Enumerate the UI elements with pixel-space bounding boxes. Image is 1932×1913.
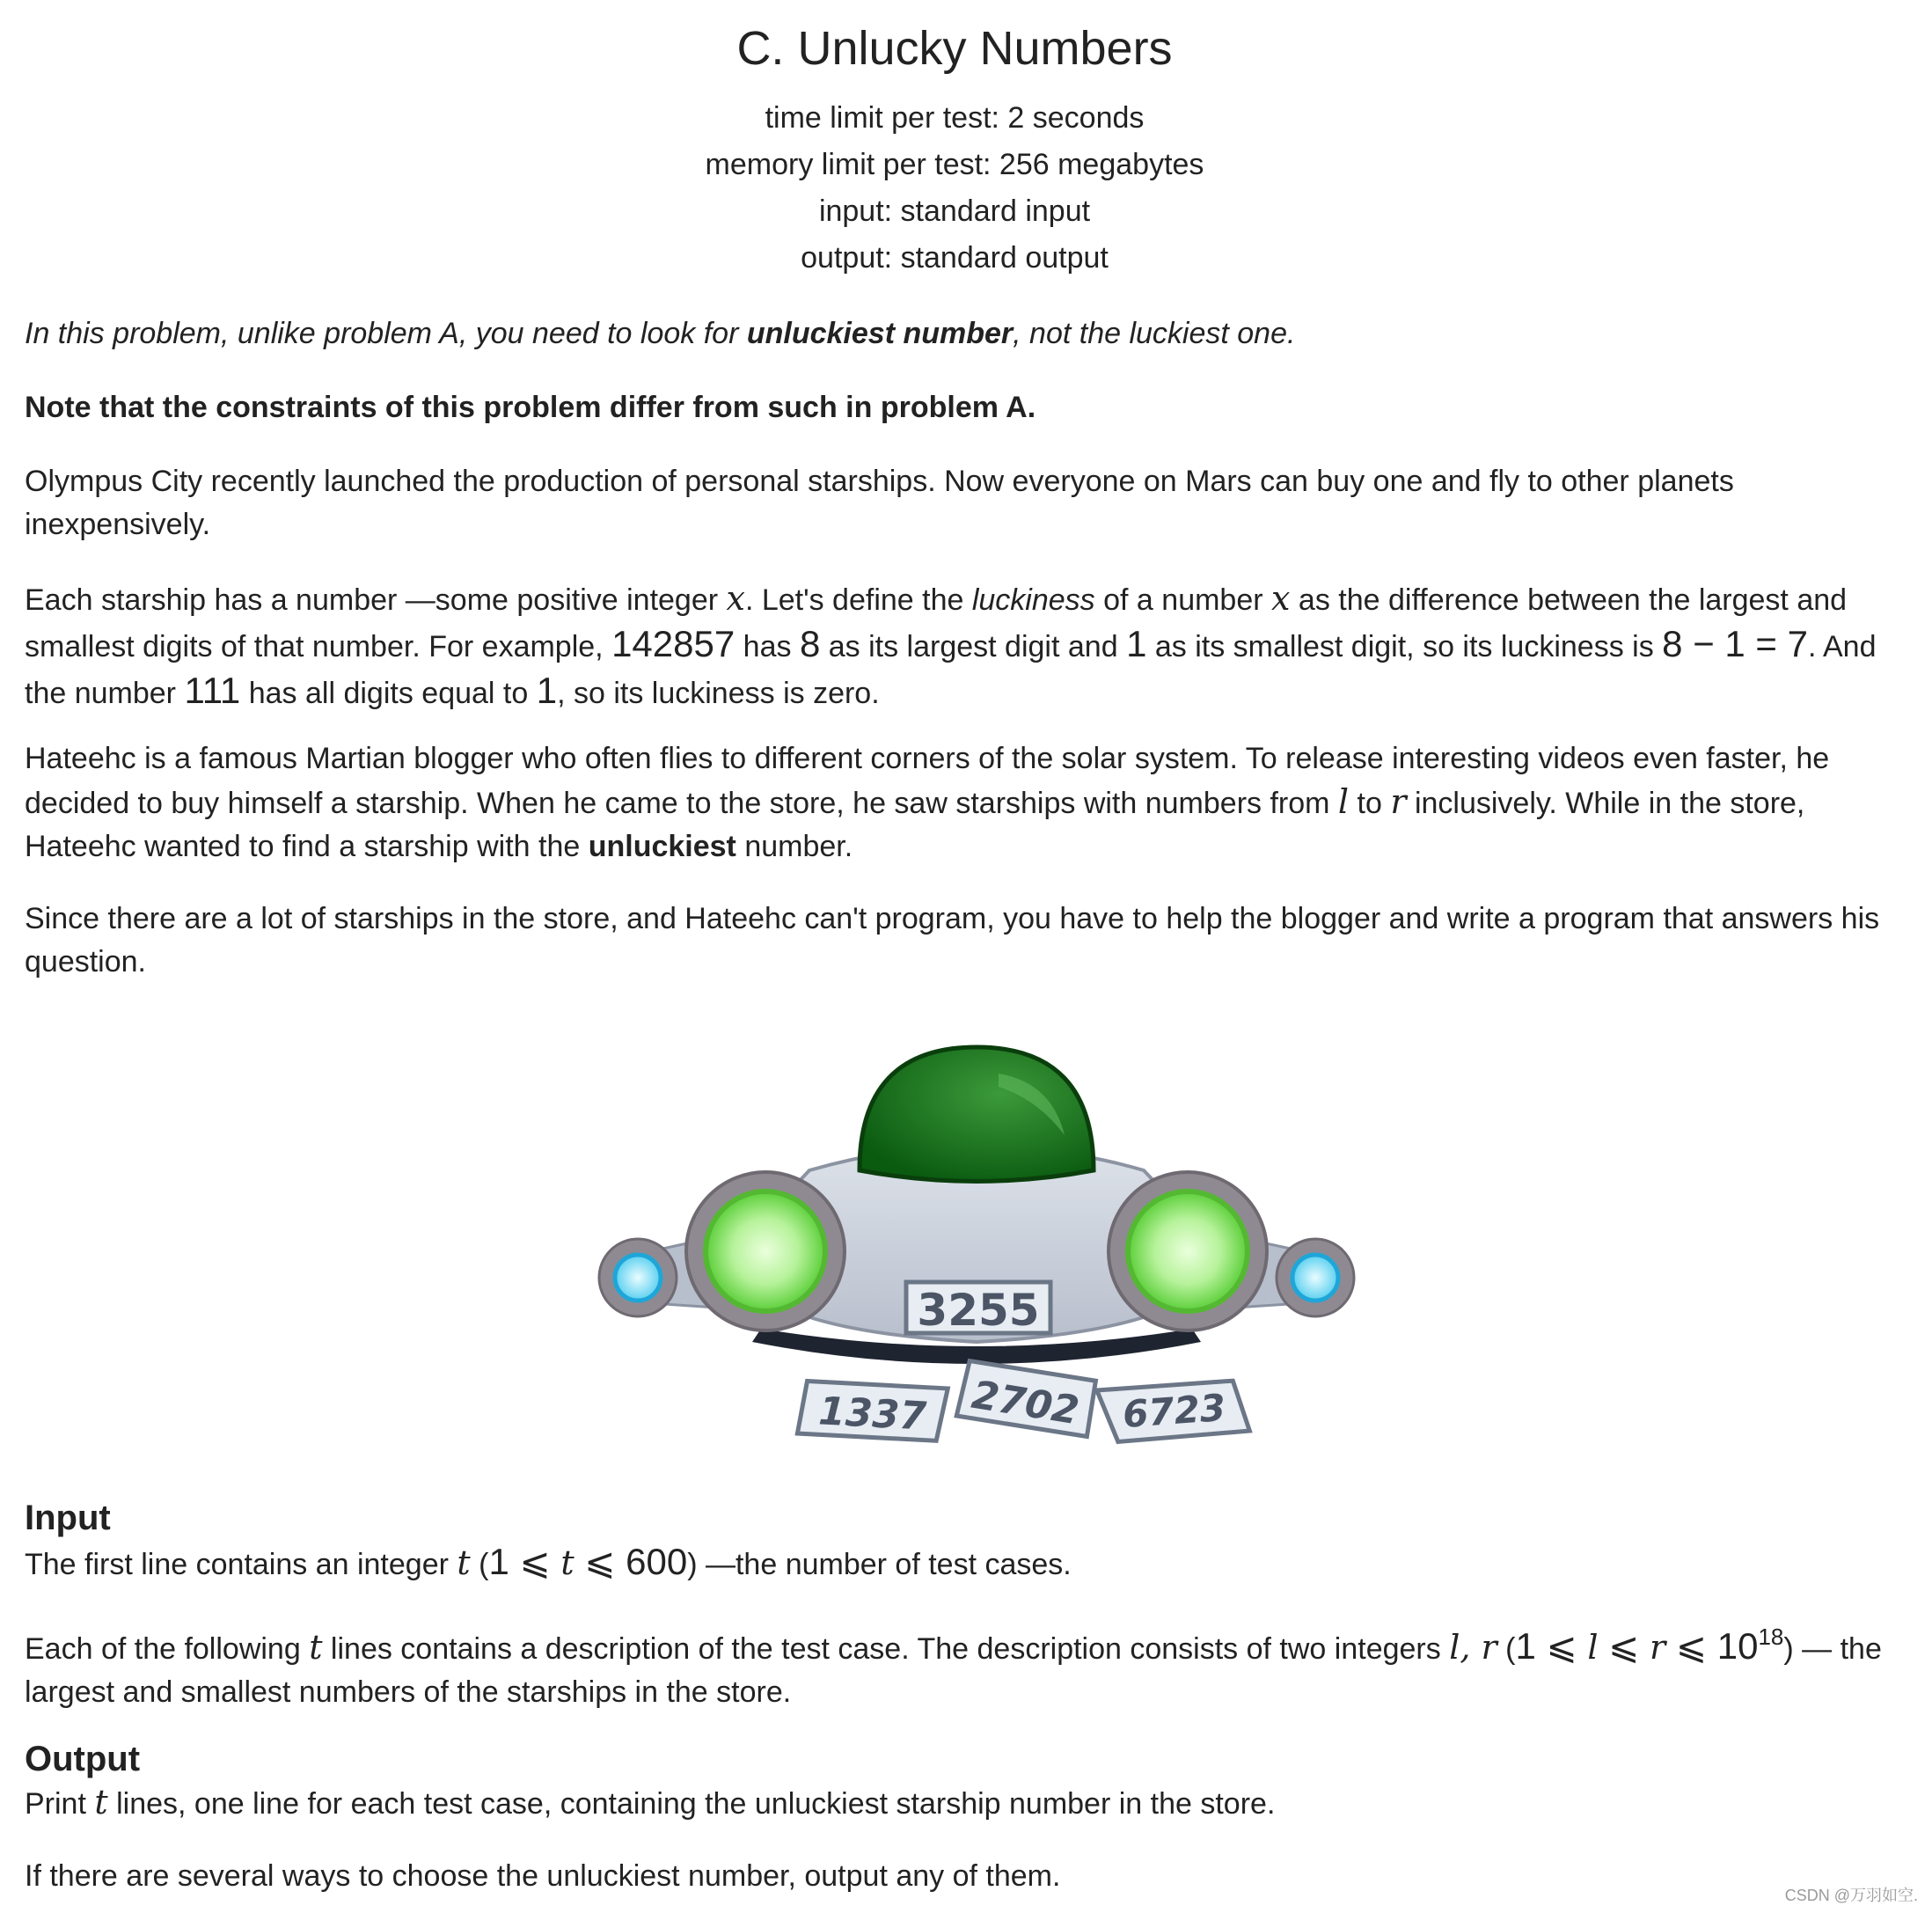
left-engine <box>706 1191 825 1311</box>
plate-middle <box>956 1360 1095 1437</box>
term: luckiness <box>971 583 1095 617</box>
problem-header <box>0 19 1909 282</box>
main-plate-number: 3255 <box>917 1285 1040 1336</box>
text: to <box>1349 787 1391 820</box>
math-vars: l, r <box>1449 1628 1497 1667</box>
text: ) — the largest and smallest numbers of the starships in the store. <box>25 1632 1882 1709</box>
left-light <box>615 1255 661 1301</box>
statement-paragraph-4 <box>25 577 1916 715</box>
emphasis: unluckiest <box>588 830 736 863</box>
math-number: ⩽ <box>1598 1625 1650 1667</box>
text: lines, one line for each test case, containing the unluckiest starship number in the store. <box>107 1787 1276 1821</box>
text: ( <box>1497 1632 1516 1666</box>
plate-middle-number: 2702 <box>968 1372 1082 1434</box>
math-number: 1 <box>536 670 558 711</box>
text: Each starship has a number —some positive integer <box>25 583 727 617</box>
math-var: l <box>1587 1628 1599 1667</box>
text: ) —the number of test cases. <box>687 1548 1072 1581</box>
input-line-2 <box>25 1616 1916 1714</box>
math-number: 1 <box>1126 623 1147 664</box>
text: ( <box>470 1548 489 1581</box>
plate-right <box>1097 1380 1250 1443</box>
statement-paragraph-1 <box>25 312 1916 355</box>
text: Hateehc is a famous Martian blogger who often flies to different corners of the solar system. To release interesting videos even faster, he decided to buy himself a starship. When he came to the store, he saw starships with numbers from <box>25 742 1830 820</box>
plate-left-number: 1337 <box>817 1389 928 1440</box>
text: , not the luckiest one. <box>1013 317 1296 350</box>
text: number. <box>735 830 853 863</box>
math-var: l <box>1337 782 1350 821</box>
math-number: 111 <box>184 670 241 711</box>
starship-illustration <box>585 1038 1368 1461</box>
math-var: x <box>1271 579 1291 618</box>
watermark: CSDN @万羽如空. <box>1784 1887 1918 1904</box>
text: . And the number <box>25 630 1877 710</box>
math-exponent: 18 <box>1758 1623 1784 1650</box>
problem-title: C. Unlucky Numbers <box>736 22 1173 75</box>
statement-paragraph-6: Since there are a lot of starships in the store, and Hateehc can't program, you have to help the blogger and write a program that answers his question. <box>25 902 1880 978</box>
math-var: t <box>560 1543 574 1582</box>
input-line-1 <box>25 1540 1916 1587</box>
input-spec: input: standard input <box>818 194 1091 228</box>
text: lines contains a description of the test case. The description consists of two integers <box>322 1632 1450 1666</box>
text: Each of the following <box>25 1632 310 1666</box>
text: as its smallest digit, so its luckiness is <box>1146 630 1663 663</box>
input-heading: Input <box>25 1499 111 1537</box>
math-number: ⩽ 600 <box>574 1541 688 1582</box>
output-heading: Output <box>25 1740 141 1778</box>
text: of a number <box>1094 583 1272 617</box>
text: has <box>735 630 800 663</box>
math-var: r <box>1650 1628 1666 1667</box>
math-number: 1 ⩽ <box>488 1541 561 1582</box>
text: . Let's define the <box>744 583 972 617</box>
text: has all digits equal to <box>240 677 537 710</box>
math-expression: 8 − 1 = 7 <box>1662 623 1808 664</box>
math-number: 1 ⩽ <box>1515 1625 1588 1667</box>
output-line-2: If there are several ways to choose the unluckiest number, output any of them. <box>25 1859 1061 1893</box>
output-spec: output: standard output <box>801 241 1109 275</box>
math-number: 142857 <box>611 623 735 664</box>
output-line-1 <box>25 1781 1916 1826</box>
math-var: t <box>457 1543 471 1582</box>
emphasis: unluckiest number <box>746 317 1014 350</box>
math-var: r <box>1390 782 1407 821</box>
memory-limit: memory limit per test: 256 megabytes <box>705 148 1204 181</box>
statement-paragraph-5 <box>25 737 1916 869</box>
math-var: t <box>94 1783 108 1821</box>
math-var: x <box>726 579 745 618</box>
right-light <box>1292 1255 1338 1301</box>
text: The first line contains an integer <box>25 1548 457 1581</box>
statement-paragraph-3: Olympus City recently launched the production of personal starships. Now everyone on Mars can buy one and fly to other planets inexpensively. <box>25 465 1734 541</box>
text: In this problem, unlike problem A, you need to look for <box>25 317 747 350</box>
math-number: ⩽ 10 <box>1665 1625 1759 1667</box>
text: as the difference between the largest and smallest digits of that number. For example, <box>25 583 1848 663</box>
text: , so its luckiness is zero. <box>557 677 880 710</box>
math-var: t <box>309 1628 323 1667</box>
constraints-note: Note that the constraints of this problem differ from such in problem A. <box>25 391 1036 424</box>
plate-left <box>797 1381 948 1441</box>
plate-right-number: 6723 <box>1121 1385 1227 1436</box>
time-limit: time limit per test: 2 seconds <box>765 101 1145 135</box>
text: inclusively. While in the store, Hateehc wanted to find a starship with the <box>25 787 1805 863</box>
right-engine <box>1128 1191 1248 1311</box>
text: as its largest digit and <box>820 630 1127 663</box>
dome <box>860 1047 1094 1182</box>
text: Print <box>25 1787 95 1821</box>
math-number: 8 <box>799 623 821 664</box>
